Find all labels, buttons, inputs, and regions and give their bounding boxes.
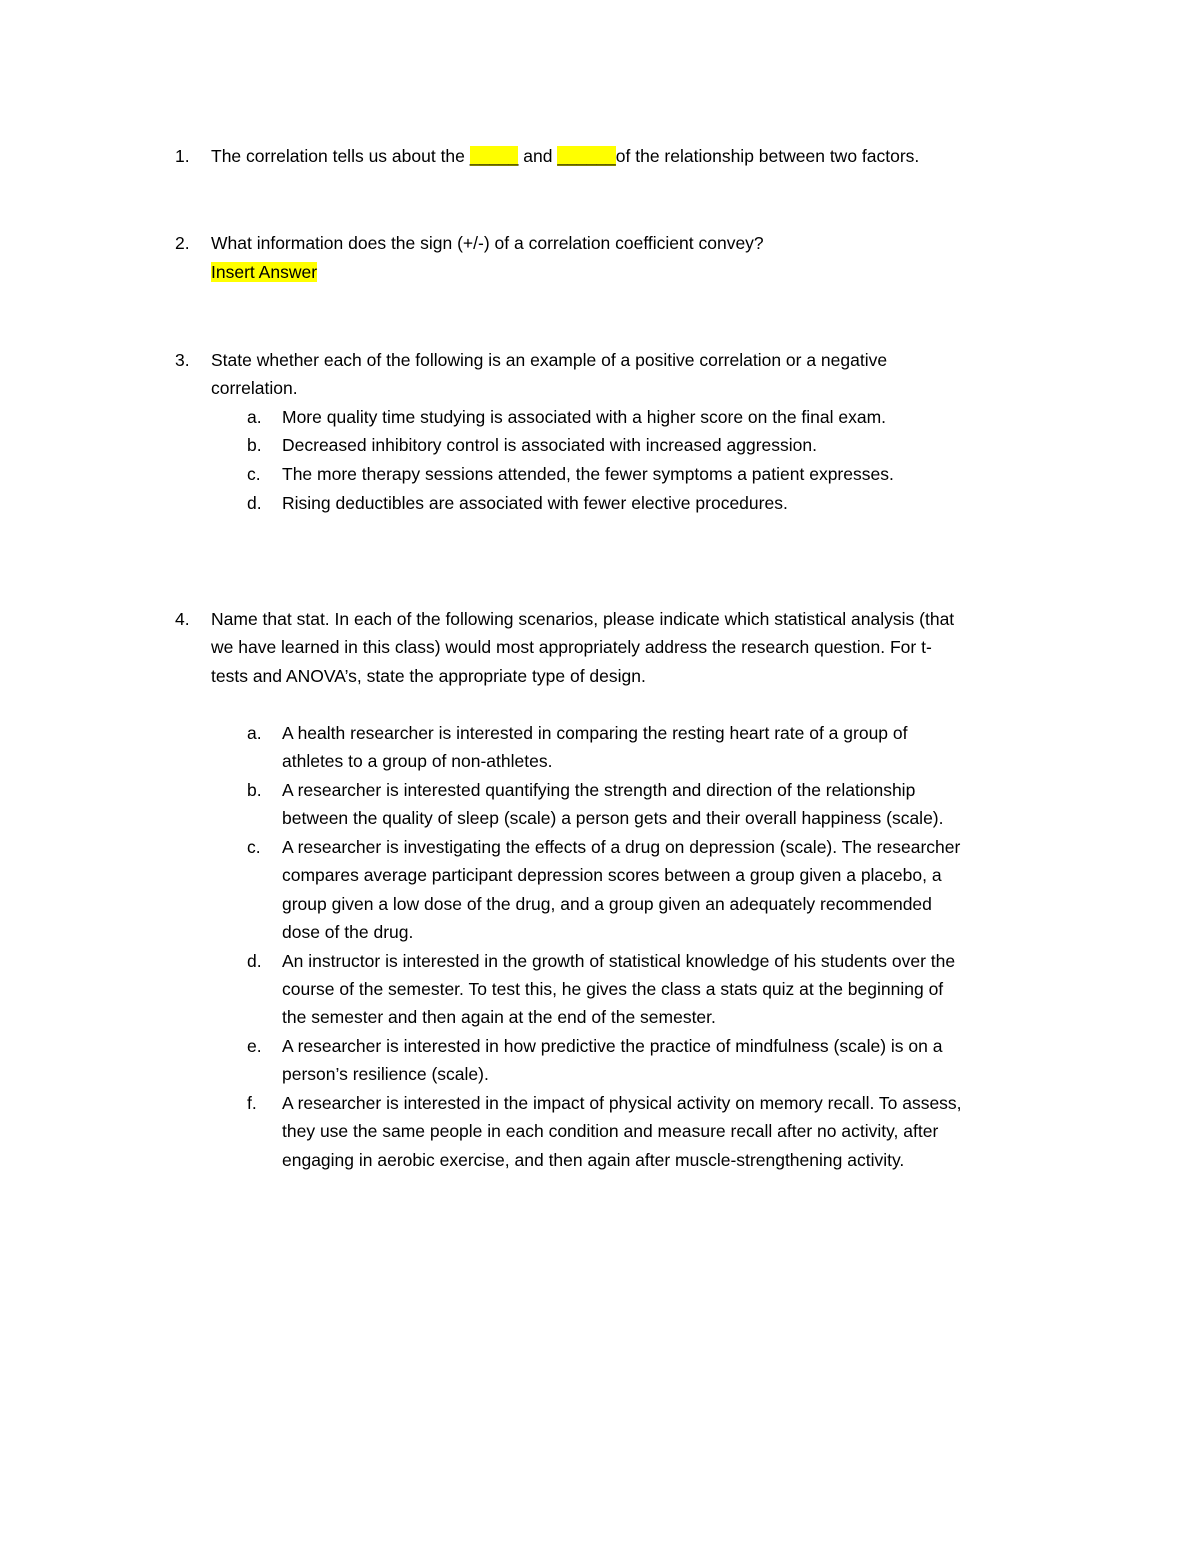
question-number: 2. — [175, 233, 190, 253]
list-item: More quality time studying is associated with a higher score on the final exam. — [282, 407, 887, 427]
list-item-line: A researcher is investigating the effects of a drug on depression (scale). The researcher — [282, 837, 961, 857]
answer-field[interactable] — [211, 261, 317, 285]
question-number: 4. — [175, 609, 190, 629]
question-text-line: Name that stat. In each of the following scenarios, please indicate which statistical analysis (that — [211, 609, 955, 629]
item-letter: a. — [247, 723, 262, 743]
list-item-line: compares average participant depression scores between a group given a placebo, a — [282, 865, 942, 885]
item-letter: c. — [247, 837, 261, 857]
item-letter: a. — [247, 407, 262, 427]
question-text-line: correlation. — [211, 378, 298, 398]
list-item-line: A researcher is interested in the impact of physical activity on memory recall. To assess, — [282, 1093, 962, 1113]
list-item-line: athletes to a group of non-athletes. — [282, 751, 553, 771]
item-letter: f. — [247, 1093, 257, 1113]
question-text-line: we have learned in this class) would most appropriately address the research question. For t- — [211, 637, 932, 657]
item-letter: d. — [247, 951, 262, 971]
list-item: The more therapy sessions attended, the fewer symptoms a patient expresses. — [282, 464, 894, 484]
list-item-line: course of the semester. To test this, he gives the class a stats quiz at the beginning of — [282, 979, 944, 999]
question-text-mid: and — [518, 146, 558, 166]
list-item: Rising deductibles are associated with fewer elective procedures. — [282, 493, 788, 513]
list-item-line: A researcher is interested quantifying the strength and direction of the relationship — [282, 780, 916, 800]
question-text-line: State whether each of the following is an example of a positive correlation or a negative — [211, 350, 888, 370]
list-item-line: A health researcher is interested in comparing the resting heart rate of a group of — [282, 723, 908, 743]
answer-blank-2[interactable]: ______ — [557, 146, 616, 166]
list-item-line: A researcher is interested in how predictive the practice of mindfulness (scale) is on a — [282, 1036, 943, 1056]
question-text: What information does the sign (+/-) of a correlation coefficient convey? — [211, 233, 764, 253]
question-text — [211, 145, 919, 169]
item-letter: d. — [247, 493, 262, 513]
item-letter: b. — [247, 435, 262, 455]
list-item-line: the semester and then again at the end of the semester. — [282, 1007, 716, 1027]
answer-blank-1[interactable]: _____ — [469, 146, 519, 166]
list-item-line: person’s resilience (scale). — [282, 1064, 489, 1084]
question-text-line: tests and ANOVA’s, state the appropriate type of design. — [211, 666, 646, 686]
list-item-line: dose of the drug. — [282, 922, 414, 942]
list-item-line: An instructor is interested in the growth of statistical knowledge of his students over the — [282, 951, 956, 971]
list-item-line: they use the same people in each condition and measure recall after no activity, after — [282, 1121, 939, 1141]
insert-answer-placeholder[interactable]: Insert Answer — [211, 262, 318, 282]
list-item-line: between the quality of sleep (scale) a person gets and their overall happiness (scale). — [282, 808, 944, 828]
list-item-line: engaging in aerobic exercise, and then again after muscle-strengthening activity. — [282, 1150, 905, 1170]
item-letter: c. — [247, 464, 261, 484]
question-text-before: The correlation tells us about the — [211, 146, 470, 166]
question-number: 3. — [175, 350, 190, 370]
question-number: 1. — [175, 146, 190, 166]
question-text-after: of the relationship between two factors. — [615, 146, 920, 166]
item-letter: b. — [247, 780, 262, 800]
list-item: Decreased inhibitory control is associated with increased aggression. — [282, 435, 817, 455]
item-letter: e. — [247, 1036, 262, 1056]
list-item-line: group given a low dose of the drug, and a group given an adequately recommended — [282, 894, 932, 914]
